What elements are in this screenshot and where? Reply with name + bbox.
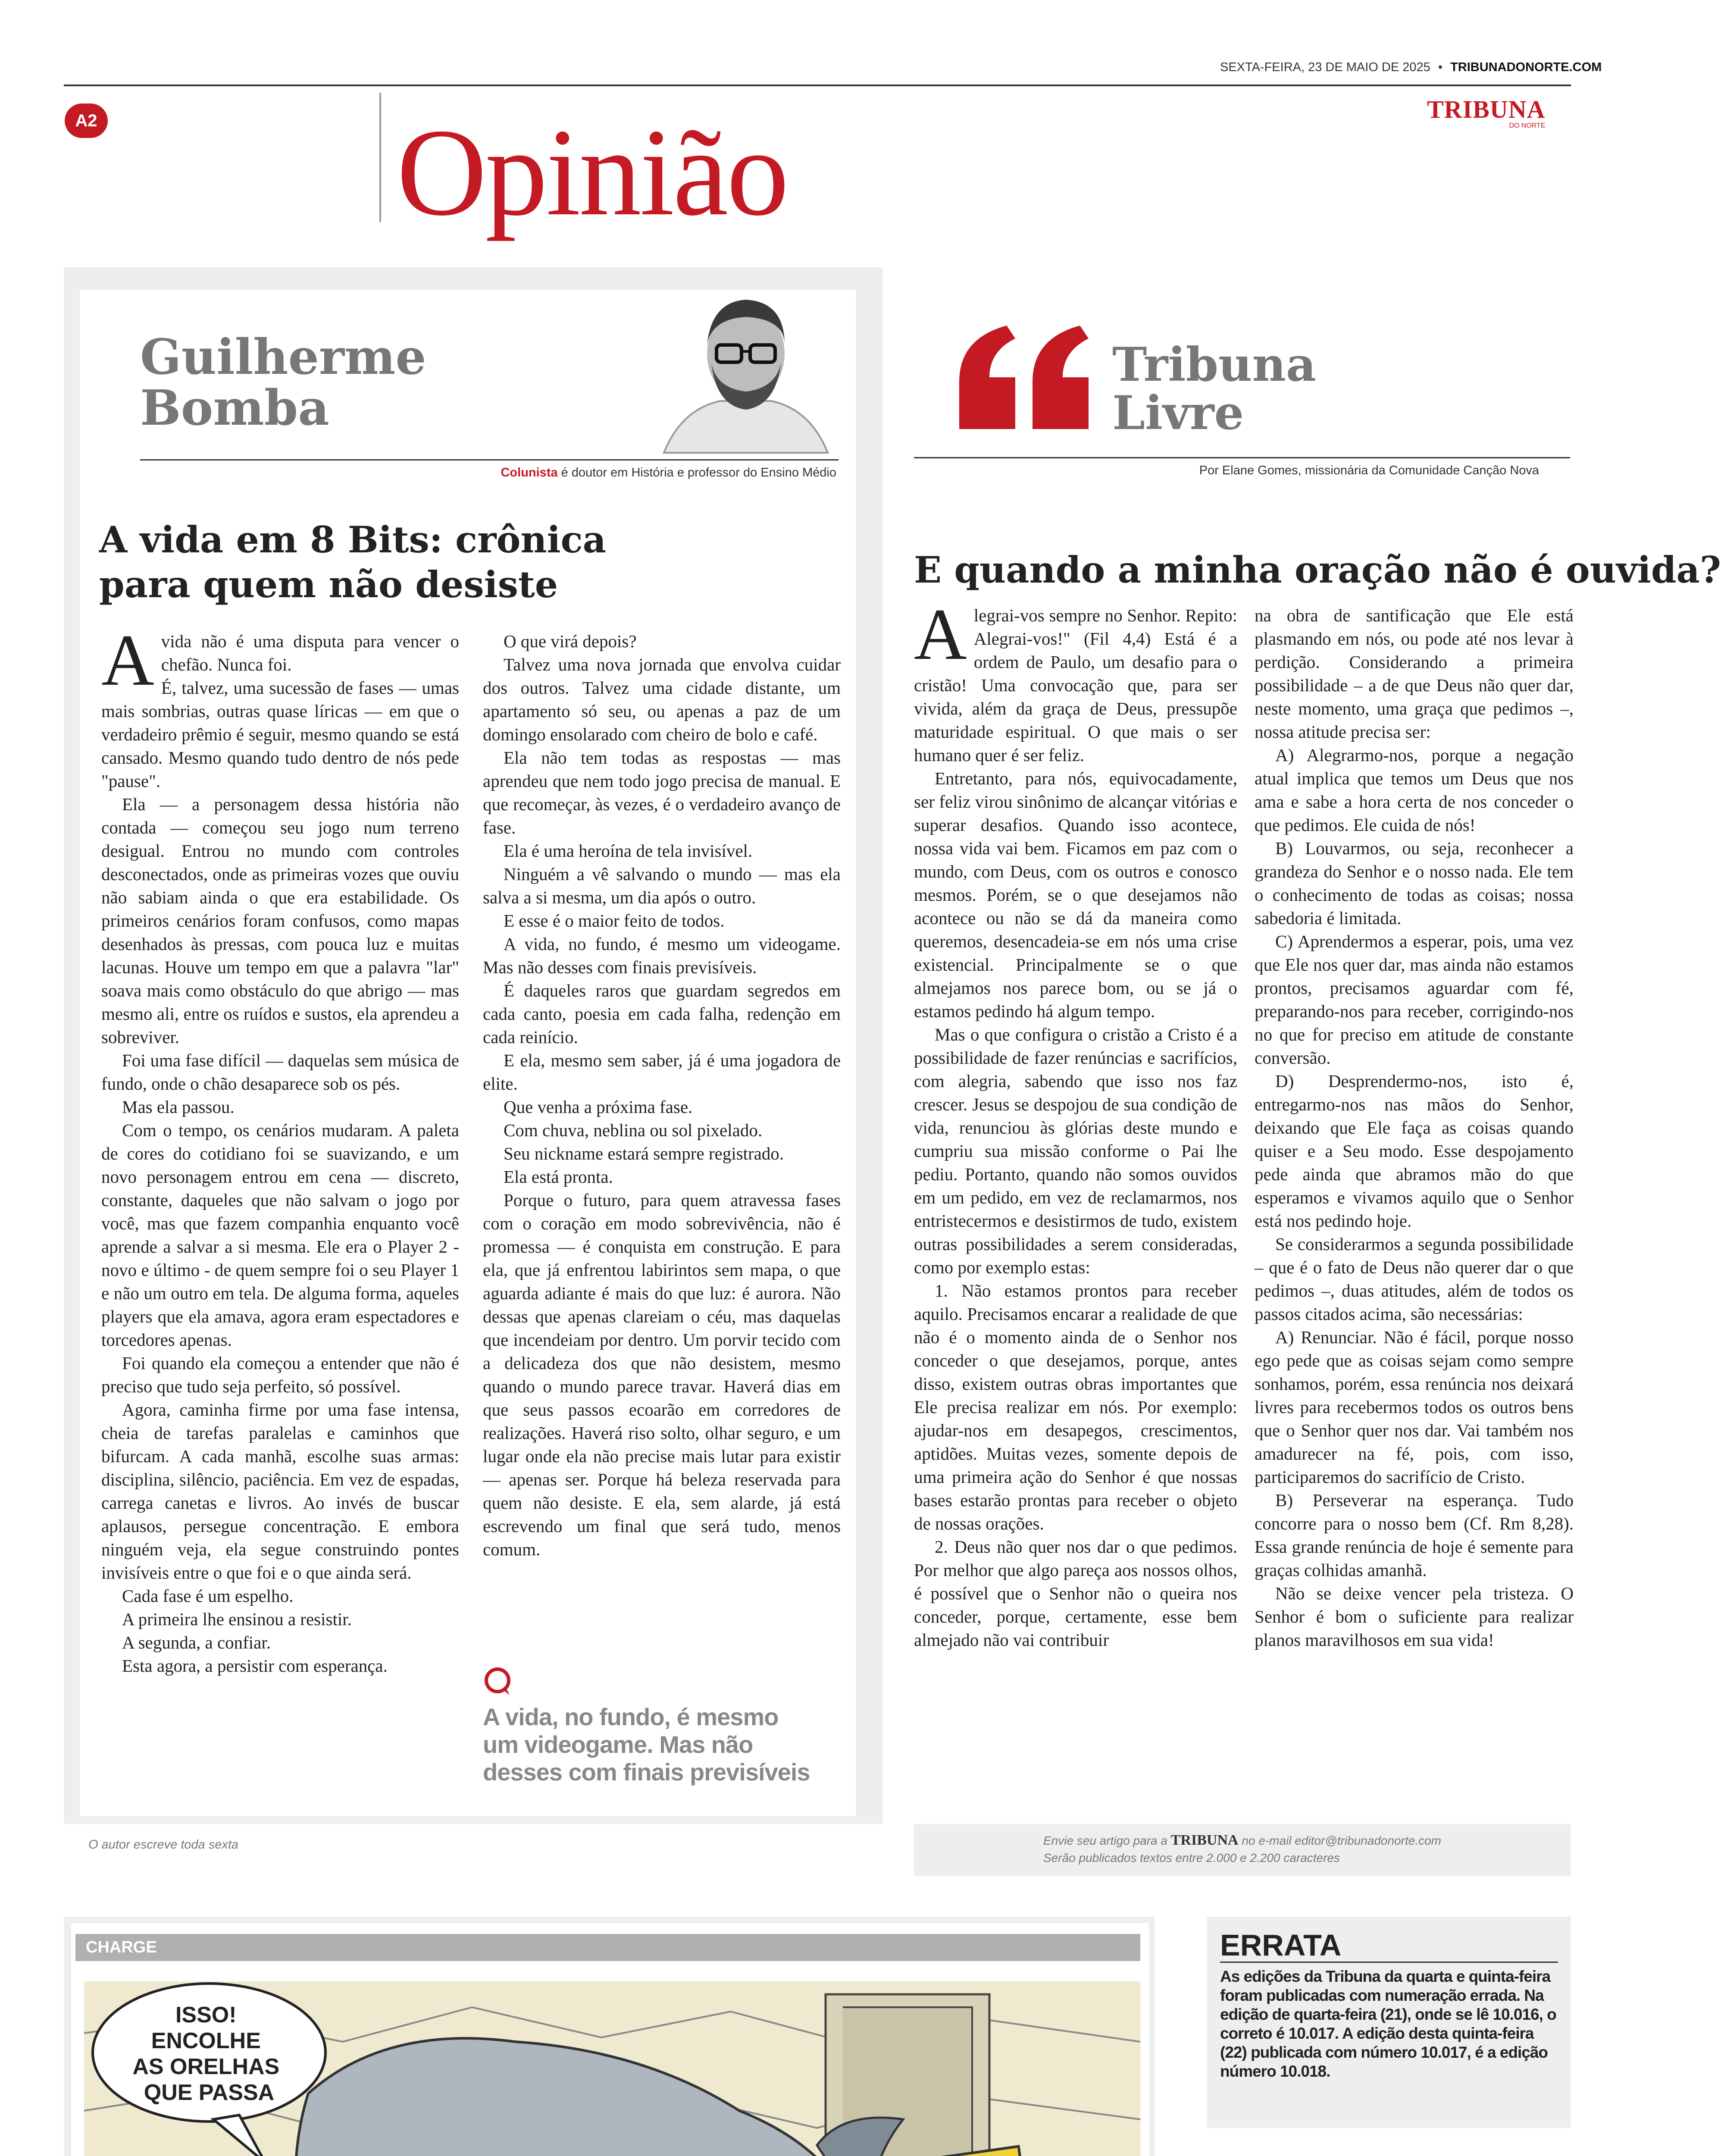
submission-brand: TRIBUNA [1170, 1832, 1239, 1848]
submission-email[interactable]: no e-mail editor@tribunadonorte.com [1242, 1834, 1441, 1847]
tribuna-column-1 [914, 594, 1237, 1811]
paragraph: Mas o que configura o cristão a Cristo é a possibilidade de fazer renúncias e sacrifícios, com alegria, sabendo que isso nos faz crescer. Jesus se despojou de sua condição de vida, renunciou às glórias deste mundo e cumpriu sua missão conforme o Pai lhe pediu. Portanto, quando não somos ouvidos em um pedido, em vez de reclamarmos, nos entristecermos e desistirmos de tudo, existem outras possibilidades a serem consideradas, como por exemplo estas: [914, 1025, 1237, 1277]
paragraph: B) Perseverar na esperança. Tudo concorre para o nosso bem (Cf. Rm 8,28). Essa grande renúncia de hoje é semente para graças colhidas amanhã. [1255, 1490, 1574, 1580]
paragraph: A segunda, a confiar. [122, 1633, 271, 1652]
article-title: A vida em 8 Bits: crônica para quem não desiste [99, 518, 607, 606]
author-photo [655, 280, 836, 453]
page-number-badge: A2 [65, 103, 108, 138]
edition-date: SEXTA-FEIRA, 23 DE MAIO DE 2025 [1220, 60, 1430, 74]
submission-text: Envie seu artigo para a [1043, 1834, 1167, 1847]
paragraph: Ninguém a vê salvando o mundo — mas ela salva a si mesma, um dia após o outro. [483, 864, 841, 907]
paragraph: D) Desprendermo-nos, isto é, entregarmo-nos nas mãos do Senhor, deixando que Ele faça as coisas quando quiser e a Seu modo. Esse despojamento pede ainda que abramos mão do que esperamos e vivamos aquilo que o Senhor está nos pedindo hoje. [1255, 1071, 1574, 1231]
article-column-1 [101, 620, 459, 1794]
paragraph: Com chuva, neblina ou sol pixelado. [504, 1120, 763, 1140]
paragraph: É, talvez, uma sucessão de fases — umas mais sombrias, outras quase líricas — em que o verdadeiro prêmio é seguir, mesmo quando se está cansado. Mesmo quando tudo dentro de nós pede "pause". [101, 678, 459, 791]
paragraph: Com o tempo, os cenários mudaram. A paleta de cores do cotidiano foi se suavizando, e um novo personagem entrou em cena — discreto, constante, daqueles que não salvam o jogo por você, mas que fazem companhia enquanto você aprende a salvar a si mesma. Ele era o Player 2 - novo e último - de quem sempre foi o seu Player 1 e não um outro em tela. De alguma forma, aqueles players que ela amava, agora eram espectadores e torcedores apenas. [101, 1120, 459, 1350]
paragraph: A primeira lhe ensinou a resistir. [122, 1609, 352, 1629]
header-rule [64, 85, 1571, 86]
paragraph: Esta agora, a persistir com esperança. [122, 1656, 388, 1676]
paragraph: vida não é uma disputa para vencer o chefão. Nunca foi. [161, 631, 459, 674]
author-name [140, 329, 426, 436]
author-first-name: Guilherme [140, 329, 426, 385]
paragraph: A) Renunciar. Não é fácil, porque nosso ego pede que as coisas sejam como sempre sonhamos, porém, essa renúncia nos deixará livres para recebermos todos os outros bens que o Senhor quer nos dar. Vai também nos amadurecer na fé, pois, com isso, participaremos do sacrifício de Cristo. [1255, 1327, 1574, 1487]
drop-cap: A [914, 594, 967, 675]
paragraph: Ela — a personagem dessa história não contada — começou seu jogo num terreno desigual. Entrou no mundo com controles desconectados, onde as primeiras vozes que ouviu não sabiam ainda o que era estabilidade. Os primeiros cenários foram confusos, como mapas desenhados às pressas, com pouca luz e muitas lacunas. Houve um tempo em que a palavra "lar" soava mais como obstáculo do que abrigo — mas mesmo ali, entre os ruídos e sustos, ela aprendeu a sobreviver. [101, 794, 459, 1047]
speech-line: ENCOLHE [151, 2028, 261, 2053]
paragraph: Foi quando ela começou a entender que não é preciso que tudo seja perfeito, só possível. [101, 1353, 459, 1396]
speech-line: QUE PASSA [144, 2080, 275, 2105]
charge-label: CHARGE [75, 1934, 1140, 1961]
paragraph: na obra de santificação que Ele está plasmando em nós, ou pode até nos levar à perdição. Considerando a primeira possibilidade – a de que Deus não quer dar, neste momento, uma graça que pedimos –, nossa atitude precisa ser: [1255, 605, 1574, 742]
speech-line: AS ORELHAS [132, 2054, 280, 2079]
author-bio-text: é doutor em História e professor do Ensino Médio [557, 466, 836, 479]
paragraph: Seu nickname estará sempre registrado. [504, 1144, 784, 1163]
pull-quote: A vida, no fundo, é mesmo um videogame. Mas não desses com finais previsíveis [483, 1703, 810, 1786]
column-footnote: O autor escreve toda sexta [88, 1838, 239, 1852]
author-bio-label: Colunista [501, 466, 558, 479]
site-link[interactable]: TRIBUNADONORTE.COM [1450, 60, 1602, 74]
header-date: SEXTA-FEIRA, 23 DE MAIO DE 2025 • TRIBUNADONORTE.COM [1220, 60, 1602, 74]
errata-box [1207, 1917, 1571, 2128]
paragraph: Entretanto, para nós, equivocadamente, ser feliz virou sinônimo de alcançar vitórias e superar desafios. Quando isso acontece, nossa vida vai bem. Ficamos em paz com o mundo, com Deus, com os outros e conosco mesmos. Porém, se o que desejamos não acontece ou não se dá da maneira como queremos, desencadeia-se em nós uma crise existencial. Principalmente se o que almejamos nos parece bom, ou se já o estamos pedindo há algum tempo. [914, 768, 1237, 1021]
paragraph: Ela não tem todas as respostas — mas aprendeu que nem todo jogo precisa de manual. E que recomeçar, às vezes, é o verdadeiro avanço de fase. [483, 748, 841, 837]
paragraph: É daqueles raros que guardam segredos em cada canto, poesia em cada falha, redenção em cada reinício. [483, 981, 841, 1047]
section-title: Opinião [397, 103, 788, 241]
paragraph: Ela é uma heroína de tela invisível. [504, 841, 753, 861]
brand-sub: DO NORTE [1509, 122, 1546, 129]
speech-line: ISSO! [175, 2002, 237, 2028]
author-bio [501, 466, 836, 480]
livre-word: Livre [1112, 386, 1244, 440]
tribuna-livre-title [1112, 338, 1316, 440]
quote-marks-icon [955, 321, 1097, 433]
brand-logo[interactable] [1427, 97, 1546, 130]
paragraph: Ela está pronta. [504, 1167, 613, 1187]
tribuna-byline: Por Elane Gomes, missionária da Comunidade Canção Nova [1199, 464, 1539, 477]
paragraph: A vida, no fundo, é mesmo um videogame. Mas não desses com finais previsíveis. [483, 934, 841, 977]
submission-limits: Serão publicados textos entre 2.000 e 2.200 caracteres [1043, 1851, 1340, 1865]
errata-text: As edições da Tribuna da quarta e quinta-feira foram publicadas com numeração errada. Na edição de quarta-feira (21), onde se lê 10.016, o correto é 10.017. A edição desta quinta-feira (22) publicada com número 10.017, é a edição número 10.018. [1220, 1968, 1556, 2080]
paragraph: O que virá depois? [504, 631, 637, 651]
charge-cartoon[interactable] [84, 1981, 1140, 2156]
paragraph: legrai-vos sempre no Senhor. Repito: Alegrai-vos!" (Fil 4,4) Está é a ordem de Paulo, um desafio para o cristão! Uma convocação que, para ser vivida, além da graça de Deus, pressupõe maturidade espiritual. O que mais o ser humano quer é ser feliz. [914, 605, 1237, 765]
brand-name: TRIBUNA [1427, 95, 1546, 123]
paragraph: Porque o futuro, para quem atravessa fases com o coração em modo sobrevivência, não é promessa — é conquista em construção. E para ela, que já enfrentou labirintos sem mapa, o que aguarda adiante é mais do que luz: é aurora. Não dessas que apenas clareiam o céu, mas daquelas que incendeiam por dentro. Um porvir tecido com a delicadeza dos que não desistem, mesmo quando o mundo parece travar. Haverá dias em que seus passos ecoarão em corredores de realizações. Haverá riso solto, olhar seguro, e um lugar onde ela não precise mais lutar para existir — apenas ser. Porque há beleza reservada para quem não desiste. E ela, sem alarde, já está escrevendo um final que será tudo, menos comum. [483, 1190, 841, 1559]
paragraph: Se considerarmos a segunda possibilidade – que é o fato de Deus não querer dar o que pedimos –, duas atitudes, além de todos os passos citados acima, são necessárias: [1255, 1234, 1574, 1324]
author-last-name: Bomba [140, 380, 329, 436]
drop-cap: A [101, 620, 154, 701]
tribuna-title: E quando a minha oração não é ouvida? [914, 548, 1721, 591]
paragraph: Não se deixe vencer pela tristeza. O Senhor é bom o suficiente para realizar planos maravilhosos em sua vida! [1255, 1583, 1574, 1650]
paragraph: A) Alegrarmo-nos, porque a negação atual implica que temos um Deus que nos ama e sabe a hora certa de nos conceder o que pedimos. Ele cuida de nós! [1255, 745, 1574, 835]
paragraph: E ela, mesmo sem saber, já é uma jogadora de elite. [483, 1050, 841, 1094]
paragraph: E esse é o maior feito de todos. [504, 911, 725, 931]
quote-icon [483, 1667, 513, 1697]
errata-title: ERRATA [1220, 1929, 1558, 1963]
paragraph: Agora, caminha firme por uma fase intensa, cheia de tarefas paralelas e caminhos que bifurcam. A cada manhã, escolhe suas armas: disciplina, silêncio, paciência. Em vez de espadas, carrega canetas e livros. Ao invés de buscar aplausos, persegue concentração. E embora ninguém veja, ela segue construindo pontes invisíveis entre o que foi e o que ainda será. [101, 1400, 459, 1583]
tribuna-column-2 [1255, 604, 1574, 1811]
tribuna-rule [914, 457, 1570, 458]
paragraph: C) Aprendermos a esperar, pois, uma vez que Ele nos quer dar, mas ainda não estamos prontos, precisamos aguardar com fé, preparando-nos para receber, corrigindo-nos no que for preciso em atitude de constante conversão. [1255, 931, 1574, 1068]
author-rule [140, 459, 839, 461]
paragraph: Que venha a próxima fase. [504, 1097, 693, 1117]
article-column-2 [483, 630, 841, 1651]
tribuna-word: Tribuna [1112, 338, 1316, 392]
paragraph: 1. Não estamos prontos para receber aquilo. Precisamos encarar a realidade de que não é o momento ainda de o Senhor nos conceder o que desejamos, porque, antes disso, existem outras obras importantes que Ele precisa realizar em nós. Por exemplo: ajudar-nos em desapegos, crescimentos, aptidões. Muitas vezes, somente depois de uma primeira ação do Senhor é que nossas bases estarão prontas para receber o objeto de nossas orações. [914, 1281, 1237, 1533]
paragraph: Mas ela passou. [122, 1097, 235, 1117]
paragraph: 2. Deus não quer nos dar o que pedimos. Por melhor que algo pareça aos nossos olhos, é possível que o Senhor não o queira nos conceder, porque, certamente, esse bem almejado não vai contribuir [914, 1537, 1237, 1650]
paragraph: Cada fase é um espelho. [122, 1586, 294, 1606]
paragraph: Talvez uma nova jornada que envolva cuidar dos outros. Talvez uma cidade distante, um apartamento só seu, ou apenas a paz de um domingo ensolarado com cheiro de bolo e café. [483, 655, 841, 744]
paragraph: Foi uma fase difícil — daquelas sem música de fundo, onde o chão desaparece sob os pés. [101, 1050, 459, 1094]
header-divider [379, 93, 381, 222]
submission-footer [914, 1824, 1571, 1876]
paragraph: B) Louvarmos, ou seja, reconhecer a grandeza do Senhor e o nosso nada. Ele tem o conhecimento de todas as coisas; nossa sabedoria é limitada. [1255, 838, 1574, 928]
